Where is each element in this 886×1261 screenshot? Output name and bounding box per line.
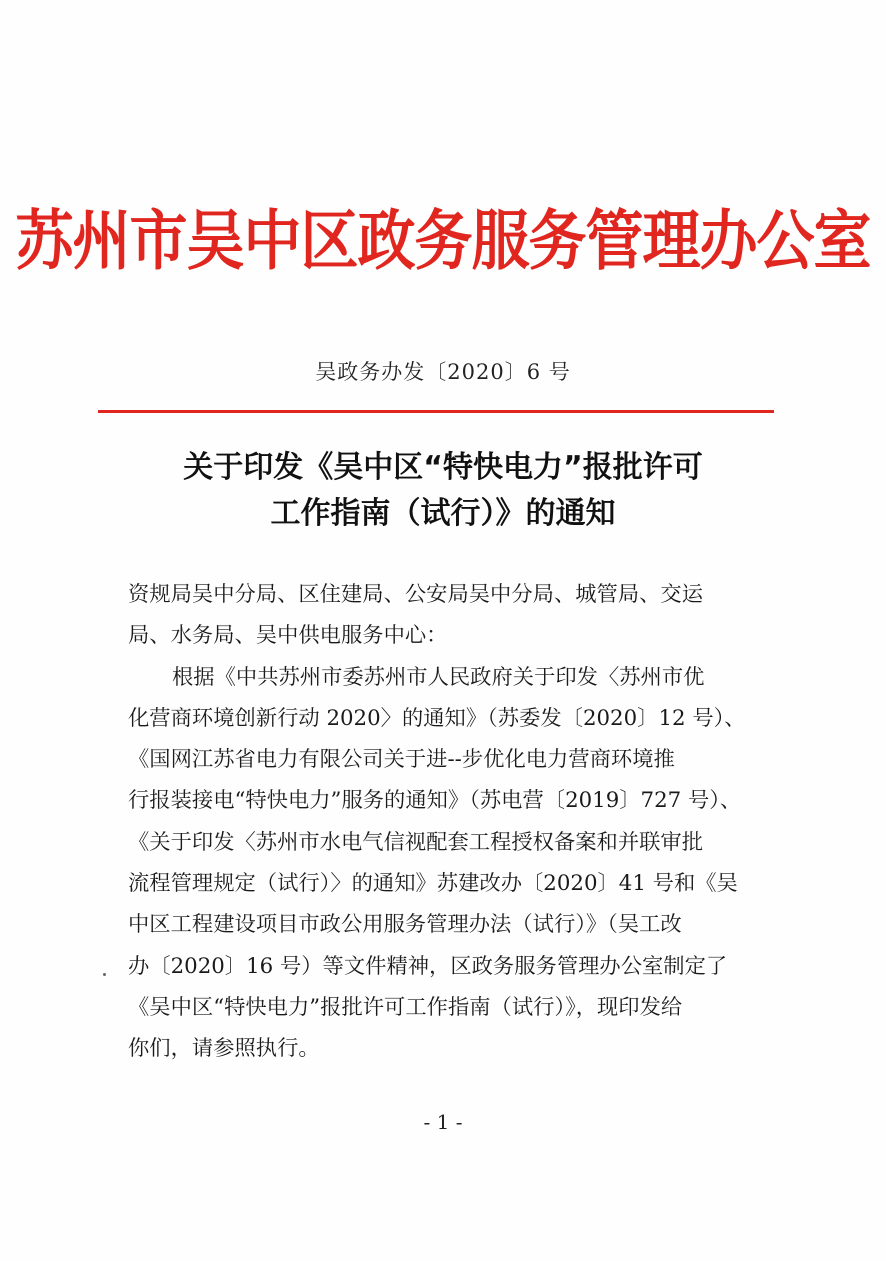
body-line: 《关于印发〈苏州市水电气信视配套工程授权备案和并联审批	[128, 829, 704, 855]
body-line: 中区工程建设项目市政公用服务管理办法（试行）》（吴工改	[128, 912, 682, 938]
body-line: 资规局吴中分局、区住建局、公安局吴中分局、城管局、交运	[128, 582, 704, 607]
red-divider-line	[98, 410, 774, 413]
document-body	[128, 574, 788, 1070]
body-line: 你们，请参照执行。	[128, 1036, 320, 1062]
title-line-2: 工作指南（试行）》的通知	[270, 496, 616, 531]
scan-speck	[103, 973, 106, 976]
page-number: - 1 -	[423, 1110, 463, 1134]
document-title	[0, 445, 886, 537]
body-line: 化营商环境创新行动 2020〉的通知》（苏委发〔2020〕12 号）、	[128, 705, 746, 731]
body-line: 办〔2020〕16 号）等文件精神，区政务服务管理办公室制定了	[128, 953, 728, 979]
issuer-header: 苏州市吴中区政务服务管理办公室	[15, 202, 871, 279]
body-line: 行报装接电“特快电力”服务的通知》（苏电营〔2019〕727 号）、	[128, 788, 742, 814]
body-line: 《吴中区“特快电力”报批许可工作指南（试行）》，现印发给	[128, 994, 683, 1020]
body-line: 局、水务局、吴中供电服务中心：	[128, 623, 448, 649]
body-line: 根据《中共苏州市委苏州市人民政府关于印发〈苏州市优	[172, 664, 705, 690]
document-number: 吴政务办发〔2020〕6 号	[315, 360, 571, 384]
title-line-1: 关于印发《吴中区“特快电力”报批许可	[183, 450, 703, 485]
body-line: 流程管理规定（试行）〉的通知》苏建改办〔2020〕41 号和《吴	[128, 871, 738, 897]
body-line: 《国网江苏省电力有限公司关于进--步优化电力营商环境推	[128, 747, 675, 773]
